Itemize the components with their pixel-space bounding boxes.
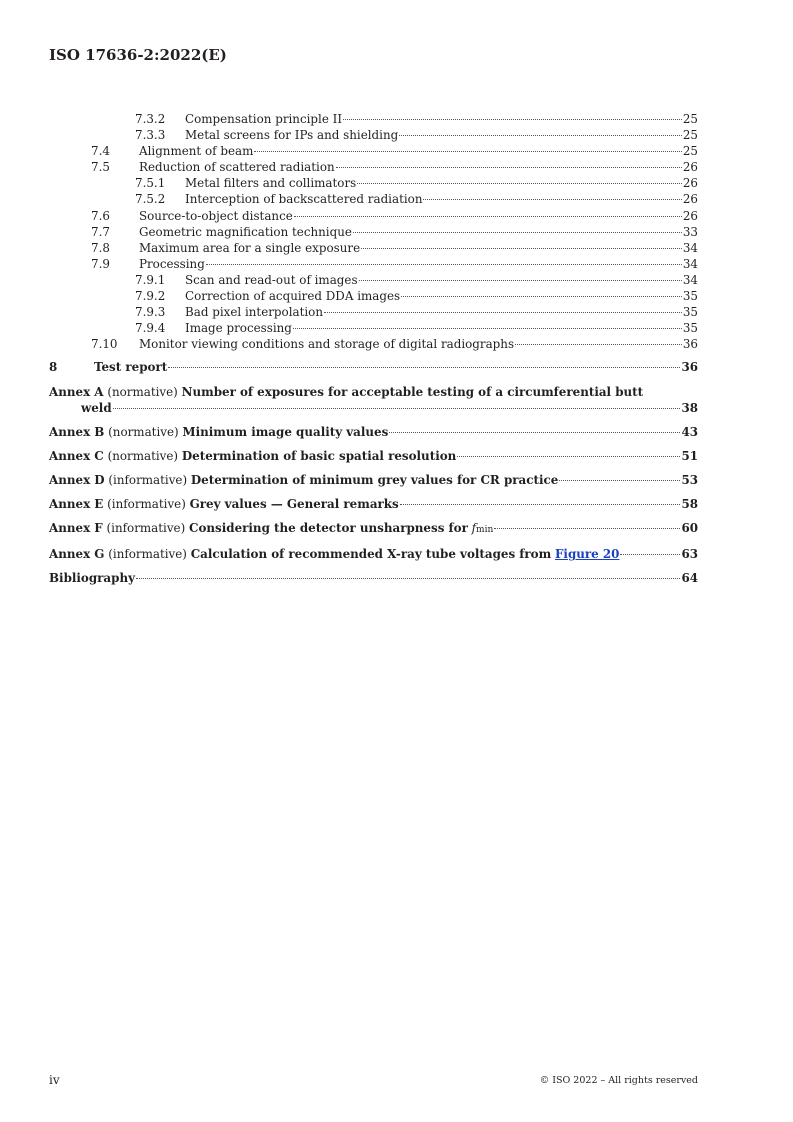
annex-label: Annex B bbox=[49, 424, 105, 439]
annex-type: (normative) bbox=[107, 448, 179, 463]
toc-page: 25 bbox=[682, 128, 698, 143]
toc-number: 7.10 bbox=[91, 337, 118, 352]
toc-number: 8 bbox=[49, 360, 58, 375]
toc-title: Source-to-object distance bbox=[139, 208, 293, 223]
toc-page: 38 bbox=[681, 400, 698, 415]
leader-dots bbox=[361, 248, 682, 249]
toc-entry-7-9-2[interactable] bbox=[49, 288, 698, 304]
toc-annex-d[interactable] bbox=[49, 472, 698, 488]
toc-page: 63 bbox=[681, 547, 698, 562]
toc-page: 64 bbox=[681, 571, 698, 586]
toc-entry-7-8[interactable] bbox=[49, 240, 698, 256]
toc-page: 36 bbox=[682, 337, 698, 352]
toc-page: 58 bbox=[681, 496, 698, 511]
leader-dots bbox=[343, 119, 682, 120]
toc-title: Maximum area for a single exposure bbox=[139, 240, 361, 255]
leader-dots bbox=[359, 280, 682, 281]
annex-type: (informative) bbox=[108, 472, 188, 487]
toc-number: 7.9.3 bbox=[135, 305, 166, 320]
toc-number: 7.8 bbox=[91, 240, 110, 255]
toc-number: 7.3.2 bbox=[135, 112, 166, 126]
document-id: ISO 17636-2:2022(E) bbox=[49, 46, 227, 64]
toc-number: 7.9.1 bbox=[135, 272, 166, 287]
toc-entry-7-3-3[interactable] bbox=[49, 127, 698, 143]
leader-dots bbox=[168, 367, 680, 368]
annex-title: Considering the detector unsharpness for bbox=[189, 521, 468, 536]
toc-entry-7-7[interactable] bbox=[49, 224, 698, 240]
annex-label: Annex G bbox=[49, 547, 105, 562]
toc-page: 43 bbox=[681, 424, 698, 439]
toc-title: Geometric magnification technique bbox=[139, 224, 352, 239]
toc-title: Alignment of beam bbox=[139, 144, 254, 159]
table-of-contents bbox=[49, 111, 698, 586]
leader-dots bbox=[336, 167, 682, 168]
toc-entry-7-3-2[interactable] bbox=[49, 111, 698, 127]
leader-dots bbox=[559, 480, 680, 481]
toc-annex-f[interactable] bbox=[49, 520, 698, 538]
toc-entry-7-5[interactable] bbox=[49, 159, 698, 175]
annex-title: Grey values — General remarks bbox=[189, 496, 399, 511]
toc-title: Monitor viewing conditions and storage of digital radiographs bbox=[139, 337, 515, 352]
symbol-f: f bbox=[471, 521, 477, 536]
annex-label: Annex E bbox=[49, 496, 104, 511]
toc-entry-8[interactable] bbox=[49, 359, 698, 375]
toc-page: 60 bbox=[681, 521, 698, 536]
leader-dots bbox=[399, 135, 682, 136]
toc-annex-e[interactable] bbox=[49, 496, 698, 512]
toc-page: 53 bbox=[681, 472, 698, 487]
leader-dots bbox=[423, 199, 681, 200]
toc-entry-7-9[interactable] bbox=[49, 256, 698, 272]
toc-title: Interception of backscattered radiation bbox=[185, 192, 423, 207]
annex-label: Annex C bbox=[49, 448, 104, 463]
toc-entry-7-10[interactable] bbox=[49, 336, 698, 352]
toc-title: Scan and read-out of images bbox=[185, 272, 358, 287]
toc-page: 34 bbox=[682, 240, 698, 255]
toc-title: Image processing bbox=[185, 321, 292, 336]
annex-title: Determination of minimum grey values for CR practice bbox=[190, 472, 559, 487]
toc-page: 34 bbox=[682, 256, 698, 271]
toc-title: Correction of acquired DDA images bbox=[185, 289, 401, 304]
toc-title: Metal filters and collimators bbox=[185, 176, 357, 191]
leader-dots bbox=[113, 408, 681, 409]
toc-number: 7.5.1 bbox=[135, 176, 166, 191]
leader-dots bbox=[400, 504, 681, 505]
leader-dots bbox=[353, 232, 682, 233]
toc-number: 7.3.3 bbox=[135, 128, 166, 143]
leader-dots bbox=[294, 216, 682, 217]
annex-title: Calculation of recommended X-ray tube voltages from bbox=[190, 547, 552, 562]
toc-page: 34 bbox=[682, 272, 698, 287]
toc-title: Processing bbox=[139, 256, 205, 271]
toc-page: 33 bbox=[682, 224, 698, 239]
annex-title: Minimum image quality values bbox=[182, 424, 389, 439]
symbol-subscript: min bbox=[476, 525, 494, 536]
annex-type: (informative) bbox=[107, 496, 186, 511]
annex-title-continued: weld bbox=[81, 400, 112, 415]
toc-number: 7.5 bbox=[91, 160, 110, 175]
toc-number: 7.6 bbox=[91, 208, 110, 223]
leader-dots bbox=[254, 151, 682, 152]
toc-page: 35 bbox=[682, 305, 698, 320]
leader-dots bbox=[494, 528, 680, 529]
leader-dots bbox=[515, 344, 682, 345]
toc-title: Bad pixel interpolation bbox=[185, 305, 323, 320]
toc-page: 51 bbox=[681, 448, 698, 463]
annex-type: (informative) bbox=[106, 521, 186, 536]
toc-page: 26 bbox=[682, 192, 698, 207]
leader-dots bbox=[324, 312, 682, 313]
leader-dots bbox=[136, 578, 680, 579]
toc-annex-a[interactable] bbox=[49, 384, 698, 416]
toc-entry-7-5-1[interactable] bbox=[49, 175, 698, 191]
annex-label: Annex D bbox=[49, 472, 105, 487]
annex-label: Annex F bbox=[49, 521, 103, 536]
toc-annex-b[interactable] bbox=[49, 424, 698, 440]
leader-dots bbox=[206, 264, 682, 265]
leader-dots bbox=[389, 432, 680, 433]
toc-page: 25 bbox=[682, 144, 698, 159]
copyright-notice: © ISO 2022 – All rights reserved bbox=[539, 1075, 698, 1086]
toc-number: 7.9.2 bbox=[135, 289, 166, 304]
toc-page: 26 bbox=[682, 208, 698, 223]
toc-entry-7-9-4[interactable] bbox=[49, 320, 698, 336]
annex-type: (informative) bbox=[108, 547, 187, 562]
leader-dots bbox=[457, 456, 680, 457]
toc-page: 35 bbox=[682, 289, 698, 304]
annex-type: (normative) bbox=[108, 424, 179, 439]
toc-title: Reduction of scattered radiation bbox=[139, 160, 335, 175]
toc-title: Compensation principle II bbox=[185, 112, 343, 126]
page-number: iv bbox=[49, 1073, 60, 1087]
toc-entry-7-9-1[interactable] bbox=[49, 272, 698, 288]
figure-20-link[interactable]: Figure 20 bbox=[554, 547, 620, 562]
annex-title: Number of exposures for acceptable testing of a circumferential butt bbox=[181, 384, 644, 399]
toc-number: 7.7 bbox=[91, 224, 110, 239]
bibliography-title: Bibliography bbox=[49, 571, 135, 586]
toc-entry-7-5-2[interactable] bbox=[49, 191, 698, 207]
annex-type: (normative) bbox=[107, 384, 178, 399]
toc-number: 7.4 bbox=[91, 144, 110, 159]
toc-page: 26 bbox=[682, 160, 698, 175]
toc-number: 7.5.2 bbox=[135, 192, 166, 207]
toc-annex-g[interactable] bbox=[49, 546, 698, 562]
leader-dots bbox=[357, 183, 682, 184]
leader-dots bbox=[401, 296, 682, 297]
toc-title: Test report bbox=[94, 360, 168, 375]
toc-entry-7-9-3[interactable] bbox=[49, 304, 698, 320]
toc-page: 26 bbox=[682, 176, 698, 191]
toc-bibliography[interactable] bbox=[49, 570, 698, 586]
annex-title: Determination of basic spatial resolution bbox=[181, 448, 457, 463]
leader-dots bbox=[293, 328, 682, 329]
leader-dots bbox=[620, 554, 680, 555]
toc-entry-7-4[interactable] bbox=[49, 143, 698, 159]
toc-entry-7-6[interactable] bbox=[49, 208, 698, 224]
toc-title: Metal screens for IPs and shielding bbox=[185, 128, 399, 143]
toc-annex-c[interactable] bbox=[49, 448, 698, 464]
toc-page: 35 bbox=[682, 321, 698, 336]
toc-page: 36 bbox=[681, 360, 698, 375]
annex-label: Annex A bbox=[49, 384, 104, 399]
toc-number: 7.9.4 bbox=[135, 321, 166, 336]
toc-page: 25 bbox=[682, 112, 698, 126]
toc-number: 7.9 bbox=[91, 256, 110, 271]
